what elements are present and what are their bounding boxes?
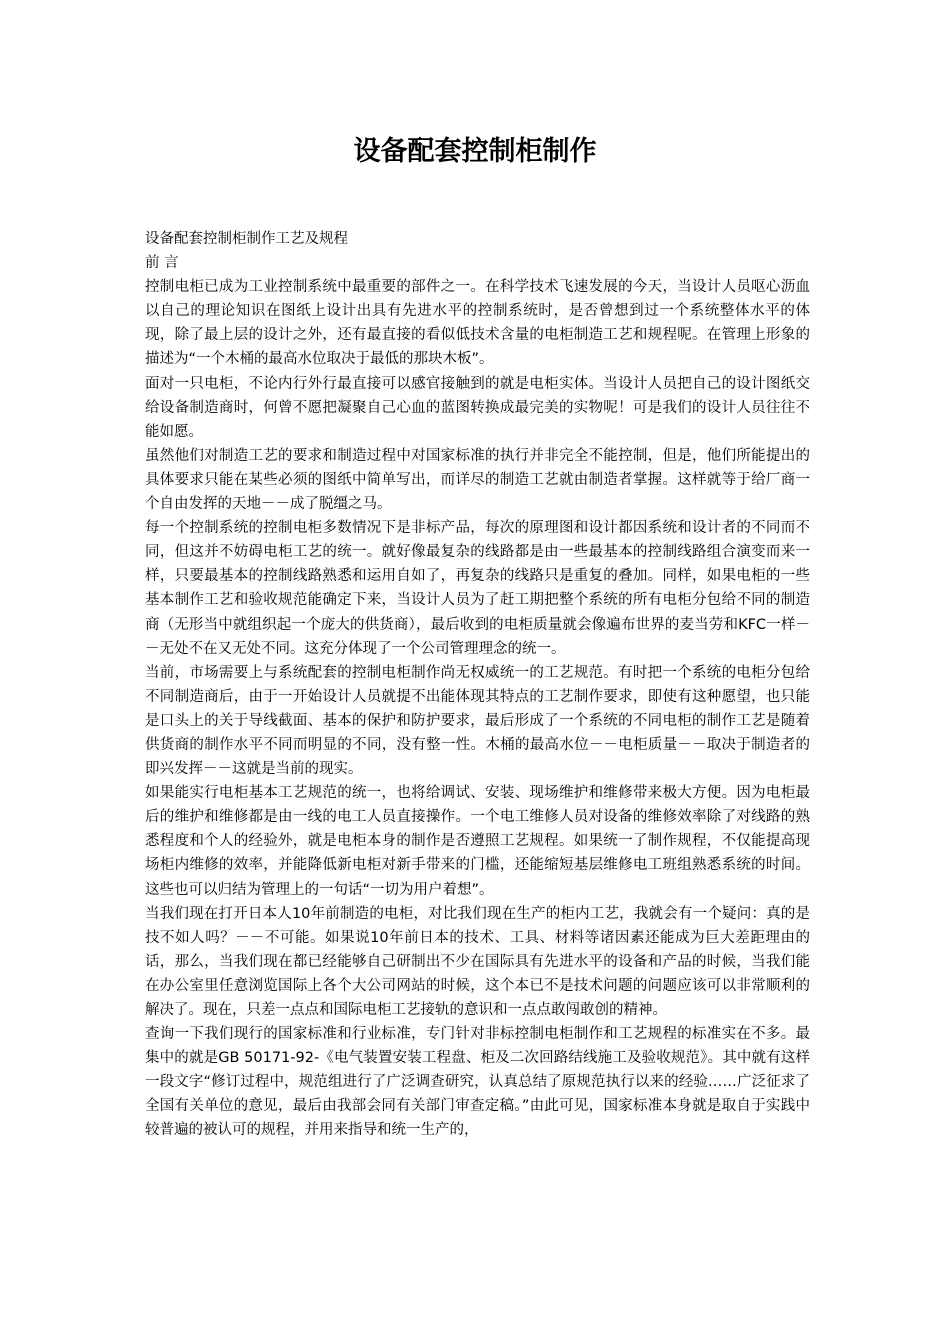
paragraph: 当前，市场需要上与系统配套的控制电柜制作尚无权威统一的工艺规范。有时把一个系统的电柜分包给不同制造商后，由于一开始设计人员就提不出能体现其特点的工艺制作要求，即使有这种愿望，也只能是口头上的关于导线截面、基本的保护和防护要求，最后形成了一个系统的不同电柜的制作工艺是随着供货商的制作水平不同而明显的不同，没有整一性。木桶的最高水位－－电柜质量－－取决于制造者的即兴发挥－－这就是当前的现实。 (145, 664, 810, 778)
paragraph: 面对一只电柜，不论内行外行最直接可以感官接触到的就是电柜实体。当设计人员把自己的设计图纸交给设备制造商时，何曾不愿把凝聚自己心血的蓝图转换成最完美的实物呢！可是我们的设计人员往往不能如愿。 (145, 375, 810, 440)
paragraph: 控制电柜已成为工业控制系统中最重要的部件之一。在科学技术飞速发展的今天，当设计人员呕心沥血以自己的理论知识在图纸上设计出具有先进水平的控制系统时，是否曾想到过一个系统整体水平的体现，除了最上层的设计之外，还有最直接的看似低技术含量的电柜制造工艺和规程呢。在管理上形象的描述为“一个木桶的最高水位取决于最低的那块木板”。 (145, 279, 810, 368)
paragraph: 虽然他们对制造工艺的要求和制造过程中对国家标准的执行并非完全不能控制，但是，他们所能提出的具体要求只能在某些必须的图纸中简单写出，而详尽的制造工艺就由制造者掌握。这样就等于给厂商一个自由发挥的天地－－成了脱缰之马。 (145, 447, 810, 513)
paragraph: 每一个控制系统的控制电柜多数情况下是非标产品，每次的原理图和设计都因系统和设计者的不同而不同，但这并不妨碍电柜工艺的统一。就好像最复杂的线路都是由一些最基本的控制线路组合演变而来一样，只要最基本的控制线路熟悉和运用自如了，再复杂的线路只是重复的叠加。同样，如果电柜的一些基本制作工艺和验收规范能确定下来，当设计人员为了赶工期把整个系统的所有电柜分包给不同的制造商（无形当中就组织起一个庞大的供货商），最后收到的电柜质量就会像遍布世界的麦当劳和KFC一样－－无处不在又无处不同。这充分体现了一个公司管理理念的统一。 (145, 520, 810, 657)
preface-heading: 前 言 (145, 255, 179, 272)
paragraph: 查询一下我们现行的国家标准和行业标准，专门针对非标控制电柜制作和工艺规程的标准实在不多。最集中的就是GB 50171-92-《电气装置安装工程盘、柜及二次回路结线施工及验收规范》。其中就有这样一段文字“修订过程中，规范组进行了广泛调查研究，认真总结了原规范执行以来的经验……广泛征求了全国有关单位的意见，最后由我部会同有关部门审查定稿。”由此可见，国家标准本身就是取自于实践中较普遍的被认可的规程，并用来指导和统一生产的， (145, 1026, 810, 1139)
paragraph: 当我们现在打开日本人10年前制造的电柜，对比我们现在生产的柜内工艺，我就会有一个疑问：真的是技不如人吗？－－不可能。如果说10年前日本的技术、工具、材料等诸因素还能成为巨大差距理由的话，那么，当我们现在都已经能够自己研制出不少在国际具有先进水平的设备和产品的时候，当我们能在办公室里任意浏览国际上各个大公司网站的时候，这个本已不是技术问题的问题应该可以非常顺利的解决了。现在，只差一点点和国际电柜工艺接轨的意识和一点点敢闯敢创的精神。 (145, 905, 810, 1018)
document-title: 设备配套控制柜制作 (353, 136, 597, 167)
document-subtitle: 设备配套控制柜制作工艺及规程 (145, 231, 348, 247)
paragraph: 如果能实行电柜基本工艺规范的统一，也将给调试、安装、现场维护和维修带来极大方便。因为电柜最后的维护和维修都是由一线的电工人员直接操作。一个电工维修人员对设备的维修效率除了对线路的熟悉程度和个人的经验外，就是电柜本身的制作是否遵照工艺规程。如果统一了制作规程，不仅能提高现场柜内维修的效率，并能降低新电柜对新手带来的门槛，还能缩短基层维修电工班组熟悉系统的时间。这些也可以归结为管理上的一句话“一切为用户着想”。 (145, 785, 810, 898)
document-body (145, 227, 810, 1143)
